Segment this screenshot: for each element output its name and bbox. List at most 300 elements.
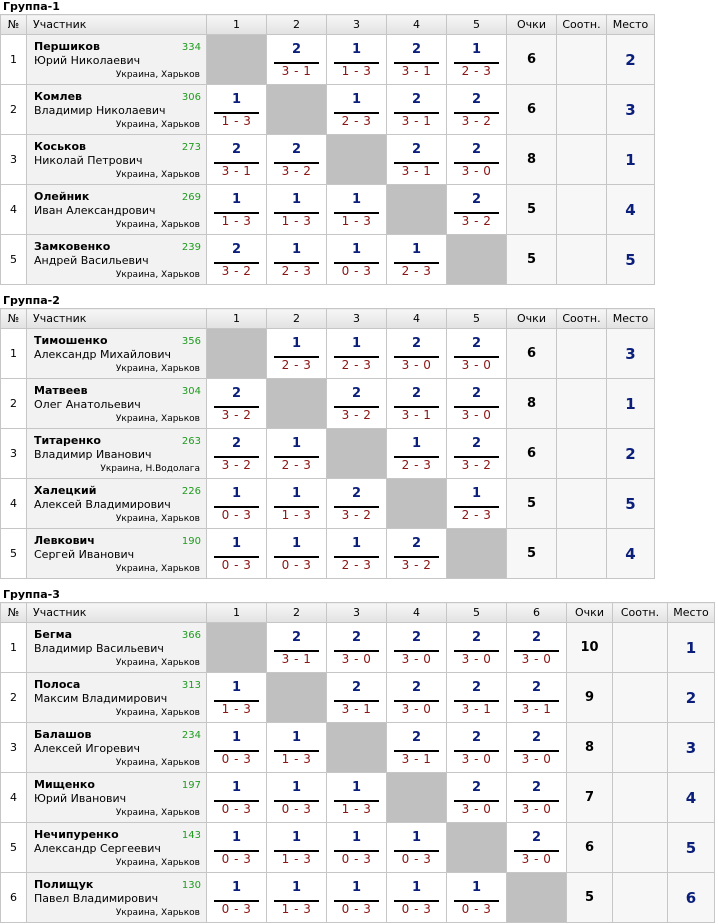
points-cell: 5 [507, 479, 557, 529]
self-match-cell [207, 329, 267, 379]
match-points: 1 [351, 830, 362, 845]
match-points: 1 [411, 880, 422, 895]
self-match-cell [387, 773, 447, 823]
ratio-cell [557, 479, 607, 529]
table-row [1, 529, 655, 579]
column-header: 2 [267, 603, 327, 623]
match-score: 3 - 0 [461, 358, 492, 372]
match-cell [447, 429, 507, 479]
table-row [1, 623, 715, 673]
match-score: 3 - 2 [221, 264, 252, 278]
match-cell [327, 329, 387, 379]
match-points: 1 [291, 192, 302, 207]
column-header: 4 [387, 309, 447, 329]
ratio-cell [557, 185, 607, 235]
match-cell [207, 379, 267, 429]
column-header: Место [607, 15, 655, 35]
player-first-name: Алексей Игоревич [34, 742, 141, 755]
place-cell: 1 [607, 379, 655, 429]
match-score: 2 - 3 [401, 458, 432, 472]
match-score: 3 - 2 [461, 114, 492, 128]
ratio-cell [557, 35, 607, 85]
player-last-name: Халецкий [34, 484, 97, 497]
match-cell [267, 35, 327, 85]
row-number: 5 [1, 529, 27, 579]
match-score: 3 - 1 [521, 702, 552, 716]
table-row [1, 185, 655, 235]
player-last-name: Полоса [34, 678, 81, 691]
match-cell [267, 235, 327, 285]
match-score: 0 - 3 [221, 508, 252, 522]
player-rating: 197 [181, 780, 201, 791]
table-row [1, 873, 715, 923]
player-city: Украина, Харьков [115, 908, 200, 918]
match-points: 1 [231, 780, 242, 795]
match-cell [447, 673, 507, 723]
self-match-cell [207, 35, 267, 85]
player-cell [27, 135, 207, 185]
match-score: 1 - 3 [221, 702, 252, 716]
match-score: 0 - 3 [221, 852, 252, 866]
match-points: 1 [291, 880, 302, 895]
match-points: 2 [471, 192, 482, 207]
match-points: 1 [351, 242, 362, 257]
column-header: Соотн. [557, 15, 607, 35]
player-city: Украина, Харьков [115, 364, 200, 374]
player-rating: 130 [181, 880, 201, 891]
ratio-cell [557, 85, 607, 135]
player-first-name: Сергей Иванович [34, 548, 135, 561]
ratio-cell [613, 723, 668, 773]
match-points: 2 [471, 630, 482, 645]
row-number: 1 [1, 35, 27, 85]
match-score: 1 - 3 [341, 64, 372, 78]
column-header: Место [607, 309, 655, 329]
points-cell: 5 [507, 235, 557, 285]
match-points: 1 [411, 436, 422, 451]
player-city: Украина, Харьков [115, 808, 200, 818]
column-header: 2 [267, 15, 327, 35]
match-cell [327, 773, 387, 823]
match-cell [267, 623, 327, 673]
match-cell [267, 135, 327, 185]
points-cell: 6 [507, 329, 557, 379]
match-cell [447, 379, 507, 429]
player-city: Украина, Харьков [115, 708, 200, 718]
row-number: 5 [1, 823, 27, 873]
player-city: Украина, Харьков [115, 758, 200, 768]
player-last-name: Полищук [34, 878, 94, 891]
match-points: 1 [291, 830, 302, 845]
match-score: 1 - 3 [281, 852, 312, 866]
match-cell [267, 185, 327, 235]
match-cell [327, 185, 387, 235]
match-score: 3 - 2 [401, 558, 432, 572]
match-score: 2 - 3 [341, 114, 372, 128]
table-row [1, 723, 715, 773]
match-score: 0 - 3 [341, 902, 372, 916]
match-score: 3 - 1 [401, 64, 432, 78]
match-points: 1 [471, 42, 482, 57]
row-number: 2 [1, 379, 27, 429]
column-header: 2 [267, 309, 327, 329]
match-score: 3 - 0 [401, 702, 432, 716]
row-number: 5 [1, 235, 27, 285]
match-points: 2 [411, 142, 422, 157]
column-header: 1 [207, 603, 267, 623]
place-cell: 1 [607, 135, 655, 185]
results-table [0, 602, 715, 923]
player-first-name: Владимир Иванович [34, 448, 152, 461]
player-city: Украина, Харьков [115, 70, 200, 80]
self-match-cell [267, 379, 327, 429]
results-table [0, 14, 655, 285]
match-score: 3 - 0 [341, 652, 372, 666]
match-points: 2 [531, 630, 542, 645]
ratio-cell [557, 329, 607, 379]
player-city: Украина, Харьков [115, 220, 200, 230]
player-last-name: Коськов [34, 140, 87, 153]
match-cell [387, 35, 447, 85]
column-header: 5 [447, 603, 507, 623]
match-points: 1 [351, 536, 362, 551]
place-cell: 5 [607, 235, 655, 285]
match-cell [207, 85, 267, 135]
player-city: Украина, Харьков [115, 170, 200, 180]
match-points: 2 [411, 92, 422, 107]
match-points: 2 [531, 830, 542, 845]
match-score: 2 - 3 [281, 458, 312, 472]
table-row [1, 773, 715, 823]
row-number: 3 [1, 429, 27, 479]
match-cell [447, 85, 507, 135]
match-cell [267, 329, 327, 379]
table-row [1, 85, 655, 135]
match-score: 0 - 3 [221, 802, 252, 816]
match-score: 0 - 3 [221, 752, 252, 766]
table-row [1, 379, 655, 429]
player-rating: 313 [181, 680, 201, 691]
player-first-name: Иван Александрович [34, 204, 156, 217]
table-row [1, 235, 655, 285]
row-number: 4 [1, 773, 27, 823]
player-last-name: Олейник [34, 190, 90, 203]
match-points: 2 [291, 142, 302, 157]
results-table [0, 308, 655, 579]
match-points: 1 [291, 536, 302, 551]
player-city: Украина, Харьков [115, 658, 200, 668]
ratio-cell [613, 773, 668, 823]
player-last-name: Мищенко [34, 778, 95, 791]
match-points: 2 [291, 630, 302, 645]
player-rating: 356 [181, 336, 201, 347]
match-score: 0 - 3 [401, 852, 432, 866]
match-points: 2 [411, 680, 422, 695]
match-cell [507, 773, 567, 823]
match-points: 2 [411, 336, 422, 351]
match-score: 3 - 2 [461, 458, 492, 472]
player-rating: 304 [181, 386, 201, 397]
match-cell [507, 673, 567, 723]
player-last-name: Комлев [34, 90, 83, 103]
points-cell: 8 [507, 135, 557, 185]
place-cell: 3 [607, 85, 655, 135]
player-city: Украина, Харьков [115, 564, 200, 574]
column-header: 1 [207, 15, 267, 35]
match-score: 2 - 3 [461, 508, 492, 522]
column-header: 3 [327, 603, 387, 623]
ratio-cell [557, 135, 607, 185]
match-cell [327, 35, 387, 85]
match-points: 2 [411, 386, 422, 401]
match-points: 1 [291, 436, 302, 451]
match-score: 0 - 3 [341, 852, 372, 866]
match-score: 2 - 3 [341, 358, 372, 372]
points-cell: 5 [567, 873, 613, 923]
player-first-name: Александр Михайлович [34, 348, 171, 361]
match-score: 3 - 2 [221, 458, 252, 472]
match-cell [207, 873, 267, 923]
points-cell: 6 [567, 823, 613, 873]
column-header: Соотн. [557, 309, 607, 329]
match-cell [447, 723, 507, 773]
match-cell [387, 235, 447, 285]
match-cell [327, 379, 387, 429]
player-rating: 334 [181, 42, 201, 53]
self-match-cell [327, 723, 387, 773]
match-cell [267, 723, 327, 773]
player-first-name: Николай Петрович [34, 154, 143, 167]
player-rating: 234 [181, 730, 201, 741]
player-city: Украина, Харьков [115, 858, 200, 868]
points-cell: 9 [567, 673, 613, 723]
match-points: 2 [531, 780, 542, 795]
column-header: № [1, 603, 27, 623]
place-cell: 3 [607, 329, 655, 379]
match-score: 3 - 1 [281, 64, 312, 78]
match-points: 1 [351, 42, 362, 57]
player-cell [27, 185, 207, 235]
column-header: Участник [27, 309, 207, 329]
match-cell [207, 479, 267, 529]
match-cell [387, 429, 447, 479]
column-header: 6 [507, 603, 567, 623]
column-header: Очки [507, 15, 557, 35]
ratio-cell [557, 379, 607, 429]
self-match-cell [387, 479, 447, 529]
match-points: 2 [471, 436, 482, 451]
group-title: Группа-3 [3, 588, 60, 601]
table-row [1, 673, 715, 723]
match-score: 3 - 0 [401, 652, 432, 666]
match-score: 3 - 1 [401, 164, 432, 178]
match-points: 1 [291, 730, 302, 745]
player-cell [27, 85, 207, 135]
place-cell: 5 [668, 823, 715, 873]
match-points: 1 [291, 486, 302, 501]
column-header: 1 [207, 309, 267, 329]
match-score: 3 - 2 [221, 408, 252, 422]
match-cell [207, 185, 267, 235]
match-cell [267, 773, 327, 823]
match-score: 3 - 1 [401, 408, 432, 422]
match-cell [387, 723, 447, 773]
match-cell [447, 135, 507, 185]
match-cell [327, 873, 387, 923]
table-row [1, 35, 655, 85]
column-header: 5 [447, 309, 507, 329]
player-rating: 269 [181, 192, 201, 203]
match-score: 1 - 3 [281, 214, 312, 228]
column-header: Соотн. [613, 603, 668, 623]
player-cell [27, 429, 207, 479]
match-points: 1 [351, 780, 362, 795]
player-cell [27, 723, 207, 773]
match-cell [387, 329, 447, 379]
match-cell [207, 529, 267, 579]
column-header: 3 [327, 15, 387, 35]
match-score: 3 - 0 [521, 652, 552, 666]
match-score: 3 - 0 [521, 752, 552, 766]
match-score: 1 - 3 [281, 508, 312, 522]
match-score: 2 - 3 [341, 558, 372, 572]
column-header: № [1, 309, 27, 329]
match-score: 2 - 3 [281, 264, 312, 278]
player-city: Украина, Харьков [115, 120, 200, 130]
match-points: 1 [231, 92, 242, 107]
match-score: 0 - 3 [281, 558, 312, 572]
header-row [1, 603, 715, 623]
player-cell [27, 235, 207, 285]
row-number: 4 [1, 185, 27, 235]
match-points: 2 [471, 92, 482, 107]
player-cell [27, 773, 207, 823]
column-header: 5 [447, 15, 507, 35]
place-cell: 2 [668, 673, 715, 723]
match-score: 1 - 3 [221, 114, 252, 128]
match-cell [387, 85, 447, 135]
player-cell [27, 35, 207, 85]
self-match-cell [327, 429, 387, 479]
player-city: Украина, Н.Водолага [100, 464, 200, 474]
player-first-name: Олег Анатольевич [34, 398, 141, 411]
match-points: 2 [531, 730, 542, 745]
match-cell [327, 235, 387, 285]
match-points: 1 [231, 680, 242, 695]
table-row [1, 479, 655, 529]
column-header: 4 [387, 15, 447, 35]
match-score: 1 - 3 [281, 752, 312, 766]
player-cell [27, 529, 207, 579]
match-cell [387, 379, 447, 429]
player-cell [27, 823, 207, 873]
match-points: 2 [231, 386, 242, 401]
player-last-name: Балашов [34, 728, 92, 741]
match-points: 2 [471, 386, 482, 401]
match-score: 0 - 3 [281, 802, 312, 816]
self-match-cell [447, 235, 507, 285]
match-cell [207, 429, 267, 479]
ratio-cell [613, 673, 668, 723]
match-points: 2 [231, 142, 242, 157]
place-cell: 5 [607, 479, 655, 529]
match-score: 0 - 3 [401, 902, 432, 916]
match-cell [267, 873, 327, 923]
table-row [1, 329, 655, 379]
player-first-name: Владимир Васильевич [34, 642, 164, 655]
match-cell [447, 479, 507, 529]
match-cell [447, 185, 507, 235]
place-cell: 2 [607, 35, 655, 85]
match-points: 1 [291, 336, 302, 351]
points-cell: 6 [507, 35, 557, 85]
match-cell [447, 35, 507, 85]
match-cell [267, 479, 327, 529]
match-cell [447, 623, 507, 673]
match-cell [387, 673, 447, 723]
self-match-cell [267, 85, 327, 135]
match-points: 1 [231, 486, 242, 501]
self-match-cell [447, 529, 507, 579]
self-match-cell [507, 873, 567, 923]
match-cell [447, 873, 507, 923]
ratio-cell [557, 529, 607, 579]
player-first-name: Юрий Николаевич [34, 54, 141, 67]
match-cell [387, 823, 447, 873]
self-match-cell [207, 623, 267, 673]
match-cell [507, 823, 567, 873]
player-rating: 143 [181, 830, 201, 841]
match-cell [327, 673, 387, 723]
match-points: 2 [411, 42, 422, 57]
match-points: 2 [471, 336, 482, 351]
player-last-name: Матвеев [34, 384, 88, 397]
row-number: 2 [1, 673, 27, 723]
match-points: 1 [351, 880, 362, 895]
header-row [1, 15, 655, 35]
player-cell [27, 329, 207, 379]
match-cell [507, 723, 567, 773]
match-score: 3 - 2 [461, 214, 492, 228]
player-cell [27, 623, 207, 673]
match-cell [327, 623, 387, 673]
table-row [1, 823, 715, 873]
match-points: 1 [471, 880, 482, 895]
match-score: 2 - 3 [461, 64, 492, 78]
player-last-name: Левкович [34, 534, 95, 547]
match-score: 3 - 2 [341, 508, 372, 522]
player-last-name: Бегма [34, 628, 73, 641]
match-cell [327, 529, 387, 579]
points-cell: 5 [507, 529, 557, 579]
player-rating: 273 [181, 142, 201, 153]
points-cell: 7 [567, 773, 613, 823]
match-cell [327, 85, 387, 135]
player-last-name: Першиков [34, 40, 100, 53]
match-cell [447, 329, 507, 379]
column-header: Участник [27, 15, 207, 35]
place-cell: 3 [668, 723, 715, 773]
match-points: 1 [351, 192, 362, 207]
match-points: 1 [291, 242, 302, 257]
player-rating: 190 [181, 536, 201, 547]
player-rating: 306 [181, 92, 201, 103]
match-points: 2 [411, 630, 422, 645]
player-first-name: Юрий Иванович [34, 792, 127, 805]
match-cell [447, 773, 507, 823]
ratio-cell [613, 873, 668, 923]
match-score: 0 - 3 [461, 902, 492, 916]
